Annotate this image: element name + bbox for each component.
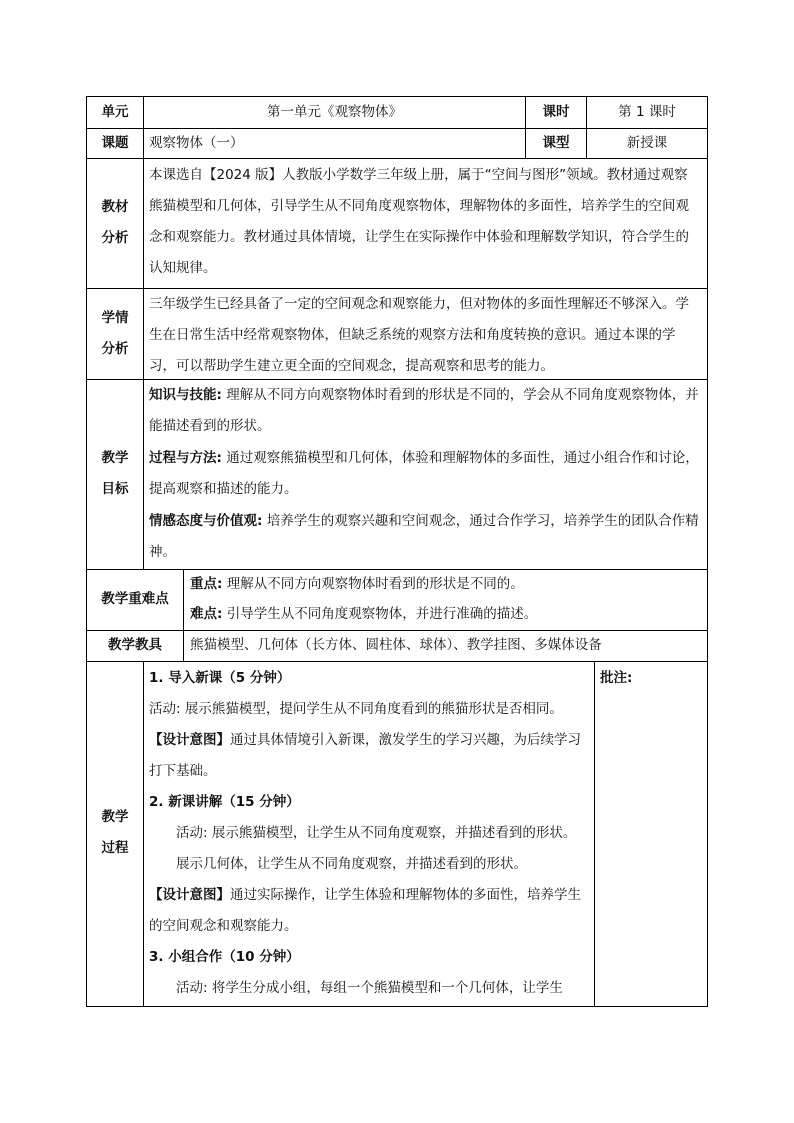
section-1-intent: 【设计意图】通过具体情境引入新课，激发学生的学习兴趣，为后续学习打下基础。	[149, 732, 581, 779]
section-2-title: 2. 新课讲解（15 分钟）	[149, 794, 300, 810]
objective-attitude: 情感态度与价值观: 培养学生的观察兴趣和空间观念，通过合作学习，培养学生的团队合作精神。	[149, 513, 699, 560]
section-3-title: 3. 小组合作（10 分钟）	[149, 949, 300, 965]
section-3-activity: 活动: 将学生分成小组，每组一个熊猫模型和一个几何体，让学生	[176, 980, 563, 996]
section-1-activity: 活动: 展示熊猫模型，提问学生从不同角度看到的熊猫形状是否相同。	[149, 701, 563, 717]
objectives-label: 教学 目标	[101, 450, 129, 497]
tools-text: 熊猫模型、几何体（长方体、圆柱体、球体）、教学挂图、多媒体设备	[190, 637, 602, 653]
period-value: 第 1 课时	[618, 104, 676, 120]
objective-process: 过程与方法: 通过观察熊猫模型和几何体，体验和理解物体的多面性，通过小组合作和讨论，提高观察和描述的能力。	[149, 450, 699, 497]
process-label: 教学 过程	[101, 809, 129, 856]
topic-value: 观察物体（一）	[149, 135, 244, 151]
section-2-activity: 活动: 展示熊猫模型，让学生从不同角度观察，并描述看到的形状。	[176, 825, 577, 841]
type-value: 新授课	[626, 135, 668, 151]
unit-value: 第一单元《观察物体》	[267, 104, 402, 120]
keypoints-label: 教学重难点	[101, 591, 169, 607]
students-label: 学情 分析	[101, 310, 129, 357]
section-2-intent: 【设计意图】通过实际操作，让学生体验和理解物体的多面性，培养学生的空间观念和观察能力。	[149, 887, 581, 934]
difficult-point: 难点: 引导学生从不同角度观察物体，并进行准确的描述。	[190, 606, 538, 622]
type-label: 课型	[542, 135, 570, 151]
textbook-analysis-text: 本课选自【2024 版】人教版小学数学三年级上册，属于“空间与图形”领域。教材通过观察熊猫模型和几何体，引导学生从不同角度观察物体，理解物体的多面性，培养学生的空间观念和观察能力。教材通过具体情境，让学生在实际操作中体验和理解数学知识，符合学生的认知规律。	[149, 167, 689, 276]
textbook-label: 教材 分析	[101, 199, 129, 246]
notes-label: 批注:	[600, 670, 633, 686]
key-point: 重点: 理解从不同方向观察物体时看到的形状是不同的。	[190, 576, 524, 592]
section-1-title: 1. 导入新课（5 分钟）	[149, 670, 291, 686]
tools-label: 教学教具	[108, 637, 162, 653]
section-2-activity-2: 展示几何体，让学生从不同角度观察，并描述看到的形状。	[176, 856, 527, 872]
unit-label: 单元	[101, 104, 129, 120]
period-label: 课时	[542, 104, 570, 120]
topic-label: 课题	[101, 135, 129, 151]
students-analysis-text: 三年级学生已经具备了一定的空间观念和观察能力，但对物体的多面性理解还不够深入。学生在日常生活中经常观察物体，但缺乏系统的观察方法和角度转换的意识。通过本课的学习，可以帮助学生建立更全面的空间观念，提高观察和思考的能力。	[149, 296, 689, 374]
objective-knowledge: 知识与技能: 理解从不同方向观察物体时看到的形状是不同的，学会从不同角度观察物体，并能描述看到的形状。	[149, 387, 699, 434]
